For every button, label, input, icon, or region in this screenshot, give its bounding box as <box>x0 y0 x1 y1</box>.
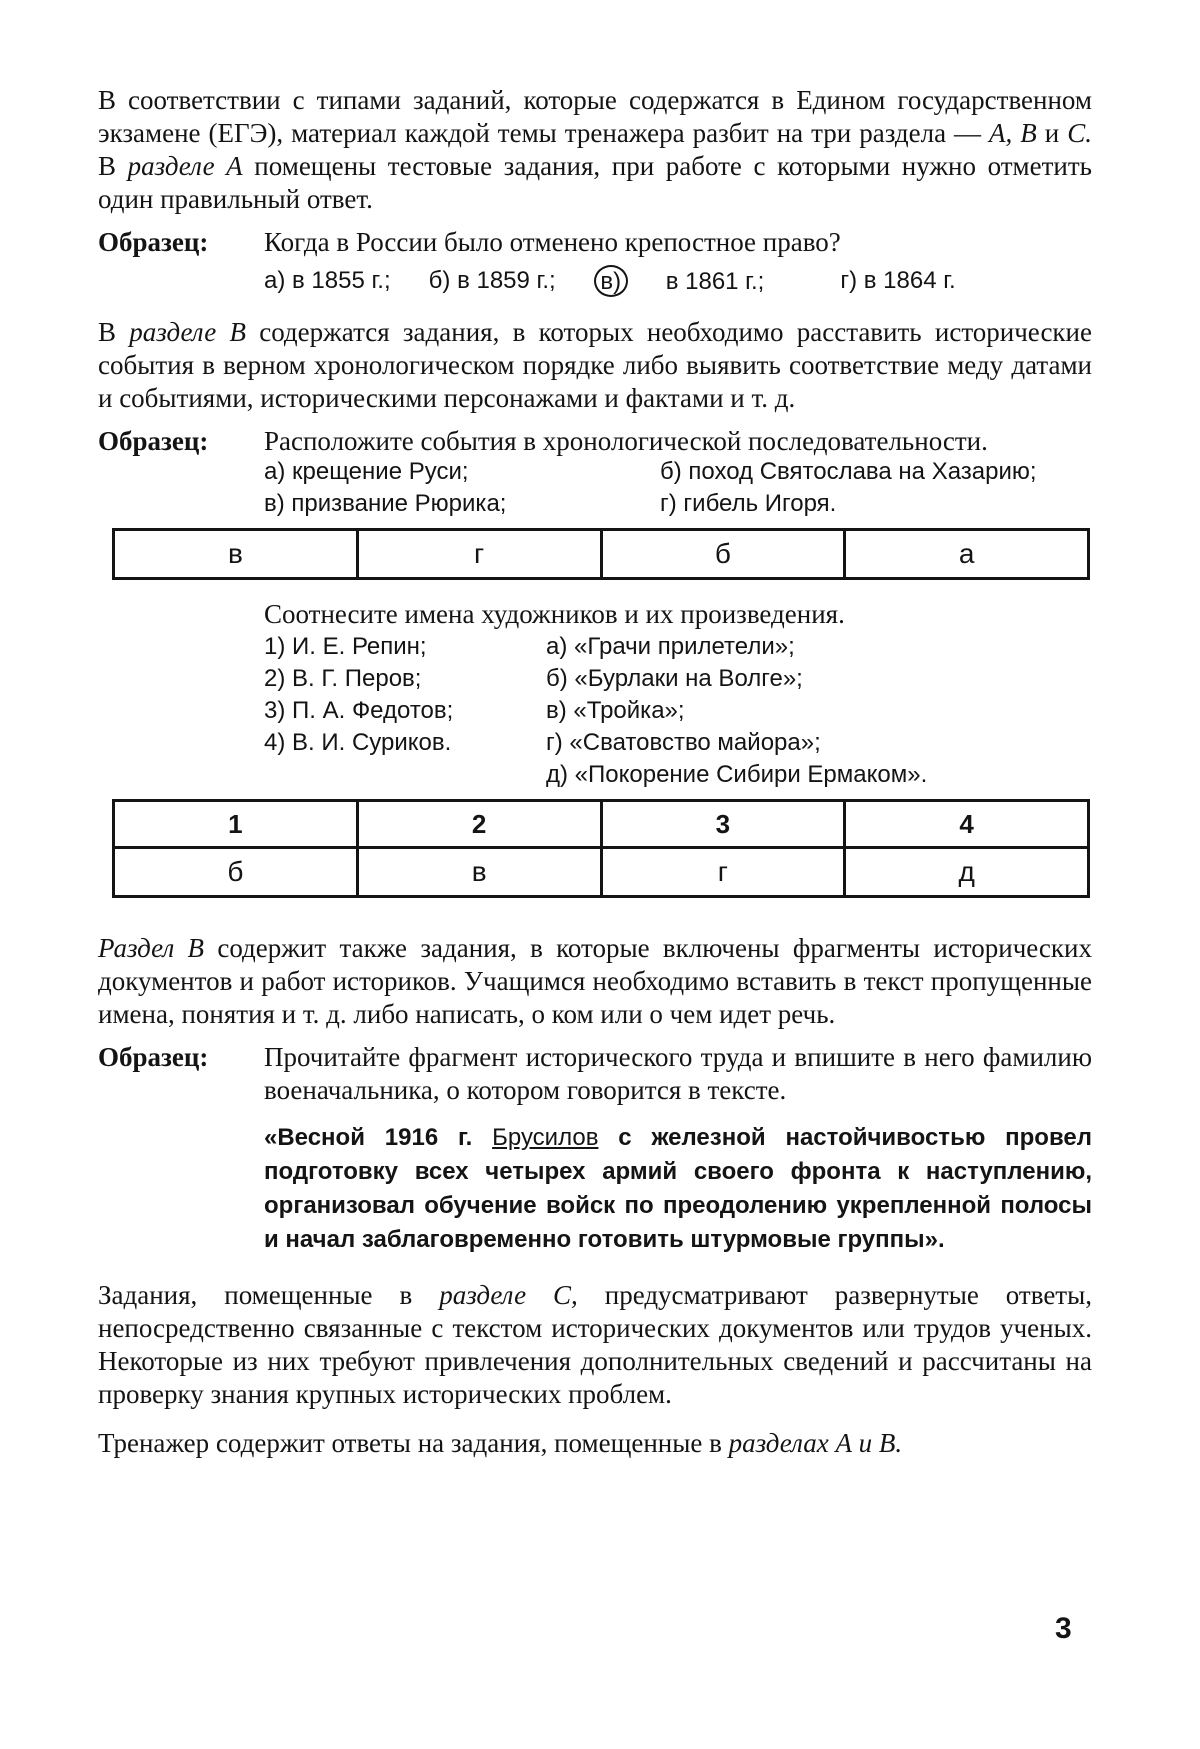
section-b-more-italic: Раздел В <box>98 933 205 963</box>
option-b: б) в 1859 г.; <box>428 267 556 294</box>
quote-start: «Весной 1916 г. <box>264 1124 493 1151</box>
page-content <box>98 84 1092 1460</box>
intro-text-italic-3: разделе А <box>127 151 243 181</box>
event-item: в) призвание Рюрика; <box>264 490 507 517</box>
answer-cell: д <box>845 848 1089 897</box>
intro-text-italic-1: А, В <box>989 118 1037 148</box>
sample-a-options <box>264 265 1092 298</box>
sample-label: Образец: <box>98 426 209 456</box>
section-b-italic: разделе В <box>129 317 246 347</box>
closing-text: Тренажер содержит ответы на задания, помещенные в <box>98 1428 729 1458</box>
work-item: д) «Покорение Сибири Ермаком». <box>546 761 928 788</box>
artist-item: 1) И. Е. Репин; <box>264 633 427 660</box>
intro-paragraph <box>98 84 1092 216</box>
answer-cell: б <box>114 848 358 897</box>
option-v <box>594 265 803 298</box>
intro-text-2: В <box>98 151 128 181</box>
table-row <box>114 801 1089 848</box>
work-item: б) «Бурлаки на Волге»; <box>546 665 803 692</box>
work-item: а) «Грачи прилетели»; <box>546 633 795 660</box>
intro-text-3: помещены тестовые задания, при работе с которыми нужно отметить один правильный ответ. <box>98 151 1092 214</box>
answer-table-matching <box>112 799 1090 898</box>
sample-b3 <box>98 1041 1092 1257</box>
sample-b1 <box>98 425 1092 520</box>
sample-b1-question: Расположите события в хронологической последовательности. <box>264 426 988 456</box>
closing-italic: разделах А и В. <box>728 1428 903 1458</box>
sample-label: Образец: <box>98 1042 209 1072</box>
sample-b2 <box>264 598 1092 791</box>
quote-filled-name: Брусилов <box>492 1124 599 1151</box>
event-item: а) крещение Руси; <box>264 458 469 485</box>
artist-item: 2) В. Г. Перов; <box>264 665 422 692</box>
answer-cell: г <box>601 848 845 897</box>
intro-text-1: В соответствии с типами заданий, которые содержатся в Едином государственном экзамене (ЕГЭ), материал каждой темы тренажера разбит на три раздела — <box>98 85 1092 148</box>
event-item: б) поход Святослава на Хазарию; <box>660 458 1037 485</box>
sample-b3-quote <box>264 1121 1092 1257</box>
closing-paragraph <box>98 1427 1092 1460</box>
sample-label: Образец: <box>98 227 209 257</box>
section-c-paragraph <box>98 1279 1092 1411</box>
option-a: а) в 1855 г.; <box>264 267 391 294</box>
section-b-paragraph <box>98 316 1092 415</box>
event-item: г) гибель Игоря. <box>660 490 837 517</box>
option-v-text: в 1861 г.; <box>665 268 765 295</box>
section-b-text-1: В <box>98 317 130 347</box>
header-cell: 2 <box>357 801 601 848</box>
table-row <box>114 530 1089 579</box>
section-c-text-2: предусматривают развернутые ответы, непосредственно связанные с текстом исторических документов или трудов ученых. Некоторые из них требуют привлечения дополнительных сведений и рассчитаны на проверку знания крупных исторических проблем. <box>98 1280 1092 1409</box>
page-number: 3 <box>1055 1612 1072 1645</box>
sample-b1-items <box>264 456 1092 520</box>
work-item: в) «Тройка»; <box>546 697 685 724</box>
section-c-text-1: Задания, помещенные в <box>98 1280 440 1310</box>
section-c-italic: разделе С, <box>439 1280 578 1310</box>
option-g: г) в 1864 г. <box>840 267 956 294</box>
answer-cell: в <box>114 530 358 579</box>
sample-b2-match <box>264 631 1092 791</box>
answer-table-chronology <box>112 528 1090 580</box>
work-item: г) «Сватовство майора»; <box>546 729 821 756</box>
sample-b2-question: Соотнесите имена художников и их произведения. <box>264 599 845 629</box>
artist-item: 4) В. И. Суриков. <box>264 729 452 756</box>
intro-text-mid: и <box>1036 118 1068 148</box>
answer-cell: г <box>357 530 601 579</box>
section-b-more-text: содержит также задания, в которые включены фрагменты исторических документов и работ историков. Учащимся необходимо вставить в текст пропущенные имена, понятия и т. д. либо написать, о ком или о чем идет речь. <box>98 933 1092 1029</box>
answer-cell: б <box>601 530 845 579</box>
answer-cell: в <box>357 848 601 897</box>
answer-cell: а <box>845 530 1089 579</box>
header-cell: 1 <box>114 801 358 848</box>
section-b-text-2: содержатся задания, в которых необходимо расставить исторические события в верном хронологическом порядке либо выявить соответствие меду датами и событиями, историческими персонажами и фактами и т. д. <box>98 317 1092 413</box>
sample-a <box>98 226 1092 298</box>
quote-rest: с железной настойчивостью провел подготовку всех четырех армий своего фронта к наступлению, организовал обучение войск по преодолению укрепленной полосы и начал заблаговременно готовить штурмовые группы». <box>264 1124 1092 1253</box>
section-b-more-paragraph <box>98 932 1092 1031</box>
circled-answer-mark: в) <box>594 265 628 297</box>
intro-text-italic-2: С. <box>1067 118 1092 148</box>
header-cell: 4 <box>845 801 1089 848</box>
table-row <box>114 848 1089 897</box>
header-cell: 3 <box>601 801 845 848</box>
sample-b3-question: Прочитайте фрагмент исторического труда и впишите в него фамилию военачальника, о котором говорится в тексте. <box>264 1042 1092 1105</box>
sample-a-question: Когда в России было отменено крепостное право? <box>264 227 841 257</box>
artist-item: 3) П. А. Федотов; <box>264 697 454 724</box>
